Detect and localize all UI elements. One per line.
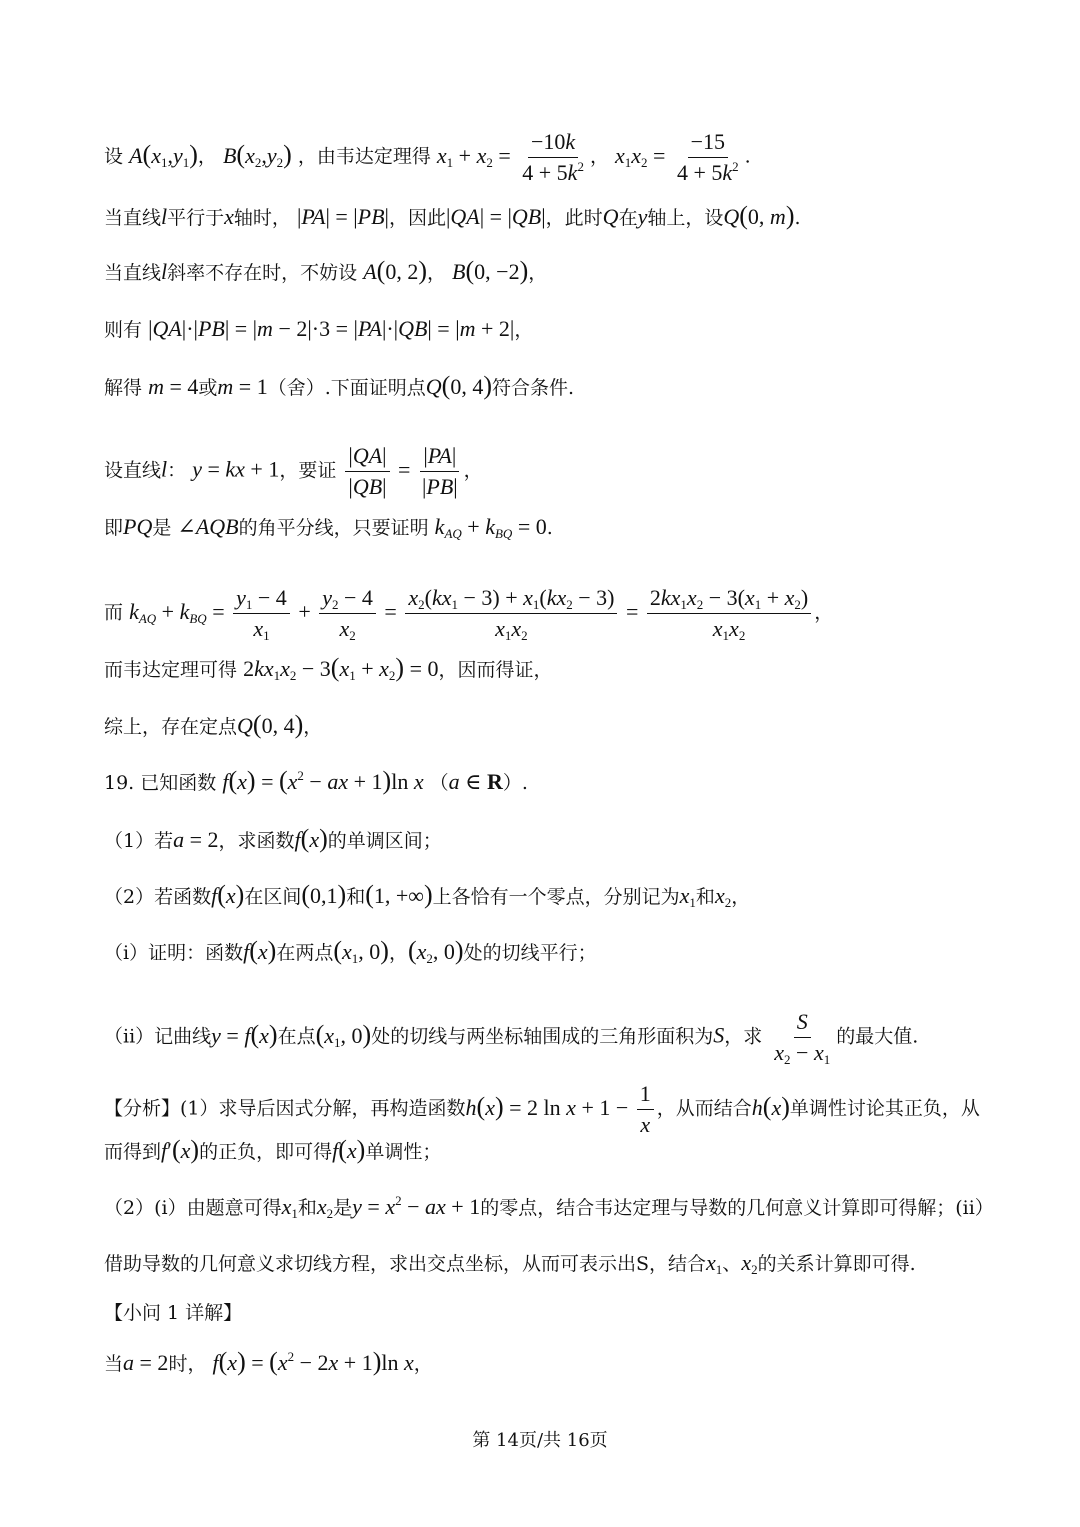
text: 处的切线与两坐标轴围成的三角形面积为 [371, 1025, 714, 1048]
text: （ [429, 772, 449, 794]
text: 、 [722, 1253, 742, 1275]
text: 轴时， [233, 207, 291, 229]
text: 是 [152, 517, 172, 539]
text: 在两点 [276, 942, 334, 964]
text: 而得到 [104, 1141, 162, 1163]
text: ，因此 [388, 207, 446, 229]
question-part-1: （1）若a = 2，求函数f(x)的单调区间； [104, 824, 442, 853]
text: 符合条件. [491, 377, 575, 399]
question-part-i: （i）证明：函数f(x)在两点($x_1$, 0)，($x_2$, 0)处的切线平行； [104, 936, 597, 966]
text: （2）若函数 [104, 886, 212, 908]
text: 时， [168, 1353, 207, 1375]
text: 的关系计算即可得. [757, 1253, 916, 1275]
text: ，求函数 [218, 830, 295, 852]
text: 在 [618, 207, 638, 229]
text: 或 [198, 377, 218, 399]
text: 解得 [104, 377, 143, 399]
text: ： [167, 459, 187, 482]
question-number: 19. [104, 772, 135, 794]
text: （1）若 [104, 830, 174, 852]
text: ，求 [724, 1025, 763, 1048]
text: 当直线 [104, 207, 162, 229]
text: 综上，存在定点 [104, 716, 238, 738]
conclusion-line: 综上，存在定点Q(0, 4)， [104, 710, 323, 739]
analysis-4: 借助导数的几何意义求切线方程，求出交点坐标，从而可表示出S，结合$x_1$、$x_2$的关系计算即可得. [104, 1250, 916, 1277]
line-equation: 设直线l： y = kx + 1，要证 $\frac{|QA|}{|QB|}$ = $\frac{|PA|}{|PB|}$ ， [104, 443, 483, 499]
equation-line: 则有 |QA|·|PB| = |m − 2|·3 = |PA|·|QB| = |m + 2|， [104, 316, 534, 341]
text: 的零点，结合韦达定理与导数的几何意义计算即可得解；(ii） [480, 1197, 994, 1219]
text: 轴上，设 [647, 207, 724, 229]
text: 的单调区间； [327, 830, 442, 852]
text: (1）求导后因式分解，再构造函数 [180, 1097, 466, 1120]
question-19: 19. 已知函数 $f(x) = (x^2$ − ax + 1)ln x （a ∈ R）. [104, 766, 528, 795]
detail-line-1: 当a = 2时， $f(x) = (x^2 - 2x + 1)\ln$ x， [104, 1347, 433, 1376]
text: ，由韦达定理得 [297, 145, 431, 168]
text: 和 [695, 886, 715, 908]
text: 设直线 [104, 459, 162, 482]
text: 当 [104, 1353, 124, 1375]
vieta-zero-line: 而韦达定理可得 $2kx_1x_2 - 3(x_1 + x_2) = 0$，因而得证， [104, 653, 553, 683]
text: 而 [104, 601, 124, 624]
analysis-3: （2）(i）由题意可得$x_1$和$x_2$是$y = x^2$ − ax + 1的零点，结合韦达定理与导数的几何意义计算即可得解；(ii） [104, 1193, 994, 1221]
text: 和 [297, 1197, 317, 1219]
slope-undefined-line: 当直线l斜率不存在时，不妨设 A(0, 2)， B(0, −2)， [104, 256, 548, 285]
text: 在区间 [244, 886, 302, 908]
text: 当直线 [104, 262, 162, 284]
heading: 【小问 1 详解】 [104, 1302, 243, 1324]
text: 上各恰有一个零点，分别记为 [432, 886, 680, 908]
text: 平行于 [167, 207, 225, 229]
text: 则有 [104, 319, 143, 341]
text: 已知函数 [140, 772, 217, 794]
analysis-tag: 【分析】 [104, 1097, 181, 1120]
text: 设 [104, 145, 124, 168]
text: 的最大值. [836, 1025, 919, 1048]
text: 的角平分线，只要证明 [238, 517, 429, 539]
question-part-ii: （ii）记曲线y = f(x)在点($x_1$, 0)处的切线与两坐标轴围成的三角形面积为S，求 $\frac{S}{x_2 - x_1}$ 的最大值. [104, 1009, 919, 1067]
text: ，从而结合 [656, 1097, 752, 1120]
text: （ii）记曲线 [104, 1025, 212, 1048]
subquestion-1-heading [104, 1300, 990, 1326]
text: 和 [346, 886, 366, 908]
text: 斜率不存在时，不妨设 [167, 262, 358, 284]
page-footer: 第 14页/共 16页 [472, 1430, 608, 1451]
text: （2）(i）由题意可得 [104, 1197, 282, 1219]
text: 单调性讨论其正负，从 [789, 1097, 980, 1120]
vieta-line: 设 $A(x_1,y_1)$， $B(x_2,y_2)$ ，由韦达定理得 $x_1 + x_2$ = $\frac{-10k}{4 + 5k^2}$ ， $x_1x_2$ = $\frac{-15}{4 + 5k^2}$ . [104, 129, 751, 185]
text: 即 [104, 517, 124, 539]
text: 是 [333, 1197, 353, 1219]
text: ，要证 [279, 459, 337, 482]
text: （i）证明：函数 [104, 942, 244, 964]
parallel-line: 当直线l平行于x轴时， |PA| = |PB|，因此|QA| = |QB|，此时Q在y轴上，设Q(0, m). [104, 201, 801, 230]
text: 而韦达定理可得 [104, 659, 238, 681]
text: ，此时 [545, 207, 603, 229]
analysis-2: 而得到f′(x)的正负，即可得f(x)单调性； [104, 1135, 442, 1164]
slope-sum-line: 而 $k_{AQ} + k_{BQ}$ = $\frac{y_1 - 4}{x_1}$ + $\frac{y_2 - 4}{x_2}$ = $\frac{x_2(kx_1 - 3) + x_1(kx_2 - 3)}{x_1x_2}$ = $\frac{2kx_1x_2 - 3(x_1 + x_2)}{x_1x_2}$ ， [104, 585, 834, 643]
question-part-2: （2）若函数f(x)在区间(0,1)和(1, +∞)上各恰有一个零点，分别记为$x_1$和$x_2$， [104, 880, 751, 910]
text: 单调性； [365, 1141, 442, 1163]
text: ，因而得证， [438, 659, 553, 681]
analysis-1: 【分析】(1）求导后因式分解，再构造函数h(x) = 2 ln x + 1 − $\frac{1}{x}$ ，从而结合h(x)单调性讨论其正负，从 [104, 1081, 980, 1137]
text: ）. [502, 772, 528, 794]
text: 的正负，即可得 [199, 1141, 333, 1163]
text: 处的切线平行； [463, 942, 597, 964]
text: （舍）.下面证明点 [267, 377, 426, 399]
bisector-line: 即PQ是 ∠AQB的角平分线，只要证明 $k_{AQ} + k_{BQ} = 0$. [104, 514, 553, 541]
text: 在点 [277, 1025, 316, 1048]
text: 借助导数的几何意义求切线方程，求出交点坐标，从而可表示出S，结合 [104, 1253, 707, 1275]
solution-line: 解得 m = 4或m = 1（舍）.下面证明点Q(0, 4)符合条件. [104, 371, 575, 400]
